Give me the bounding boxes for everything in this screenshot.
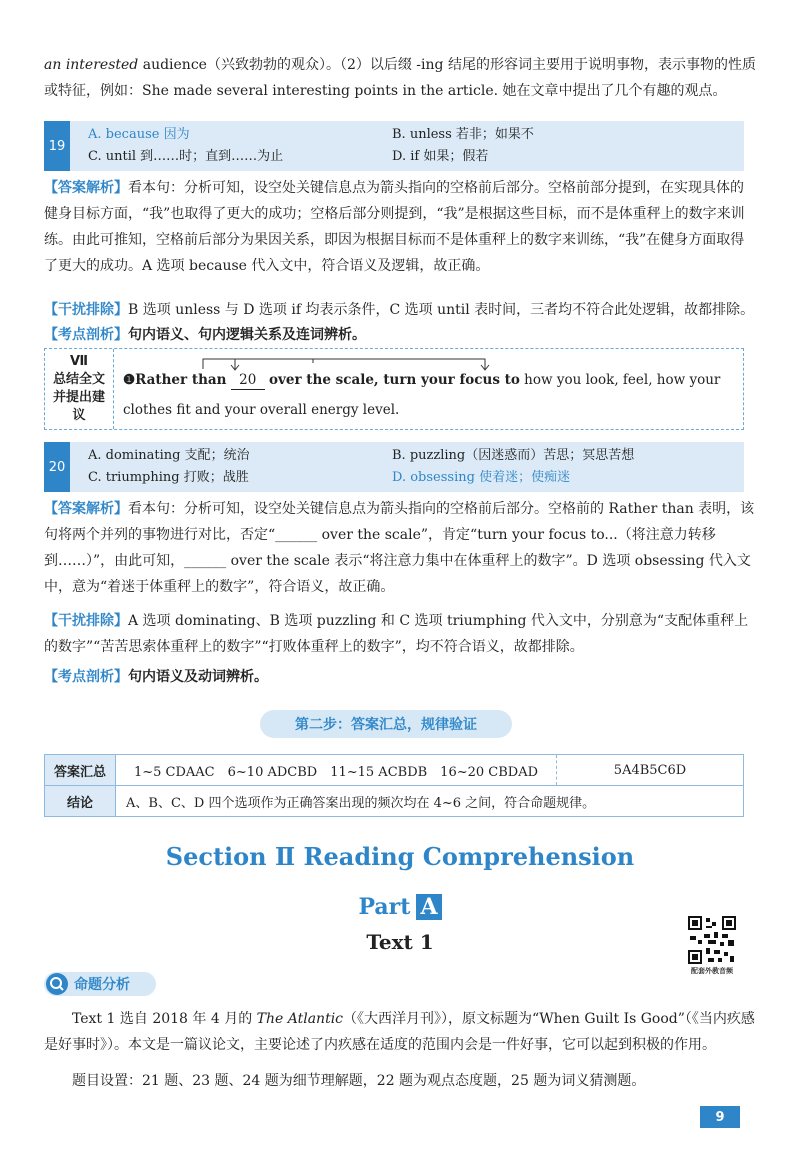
q20-option-c: C. triumphing 打败；战胜 (88, 470, 249, 485)
summary-label-line1: 总结全文 (52, 372, 105, 387)
q19-distract (44, 297, 756, 323)
q20-answer-text: 看本句：分析可知，设空处关键信息点为箭头指向的空格前后部分。空格前的 Rather than 表明，该句将两个并列的事物进行对比，否定“______ over the scale”，肯定“turn your focus to...（将注意力转移到……）”，由此可知，______ over the scale 表示“将注意力集中在体重秤上的数字”。D 选项 obsessing 代入文中，意为“着迷于体重秤上的数字”，符合语义，故正确。 (44, 501, 755, 595)
summary-box (44, 348, 744, 430)
q20-option-a: A. dominating 支配；统治 (88, 448, 250, 463)
q19-point (44, 322, 756, 348)
magnifier-icon (46, 973, 68, 995)
q20-point (44, 664, 756, 690)
q19-option-a: A. because 因为 (88, 127, 190, 142)
answer-count: 5A4B5C6D (613, 762, 687, 778)
intro-line1: audience（兴致勃勃的观众）。（2）以后缀 -ing 结尾的形容词主要用于说明事物，表示事物的性质 (138, 57, 756, 73)
intro-paragraph (44, 52, 756, 104)
analysis-title: 命题分析 (74, 977, 130, 993)
q19-distract-text: B 选项 unless 与 D 选项 if 均表示条件，C 选项 until 表时间，三者均不符合此处逻辑，故都排除。 (128, 302, 755, 318)
q20-point-text: 句内语义及动词辨析。 (128, 669, 268, 685)
answer-table (44, 754, 744, 817)
answer-summary-values: 1~5 CDAAC 6~10 ADCBD 11~15 ACBDB 16~20 CBDAD (116, 755, 557, 785)
q19-distract-tag: 【干扰排除】 (44, 302, 128, 318)
summary-rest: how you look, feel, how your clothes fit and your overall energy level. (123, 372, 721, 418)
conclusion-row (45, 786, 743, 816)
summary-label-line3: 议 (72, 408, 86, 423)
q20-option-b: B. puzzling（因迷惑而）苦思；冥思苦想 (392, 448, 635, 463)
q19-option-d: D. if 如果；假若 (392, 149, 489, 164)
q20-option-d: D. obsessing 使着迷；使痴迷 (392, 470, 571, 485)
q20-options-box (44, 442, 744, 492)
q19-option-c: C. until 到……时；直到……为止 (88, 149, 284, 164)
answer-summary-row (45, 755, 743, 786)
part-title (0, 894, 800, 920)
summary-blank: 20 (231, 371, 265, 390)
q19-option-b: B. unless 若非；如果不 (392, 127, 534, 142)
q20-distract (44, 608, 756, 660)
q19-number: 19 (44, 121, 70, 171)
summary-bold-part: over the scale, turn your focus to (269, 372, 520, 388)
q20-answer-analysis (44, 496, 756, 600)
summary-sentence (123, 365, 735, 425)
qr-code-icon[interactable] (688, 916, 736, 964)
intro-italic: an interested (44, 57, 139, 73)
step2-title: 第二步：答案汇总，规律验证 (260, 710, 512, 738)
summary-label-numeral: Ⅶ (69, 354, 88, 369)
q19-point-tag: 【考点剖析】 (44, 327, 128, 343)
summary-label-line2: 并提出建 (52, 390, 105, 405)
part-label: Part (358, 894, 411, 920)
summary-bullet: ❶ (123, 372, 136, 388)
analysis-question-setup: 题目设置：21 题、23 题、24 题为细节理解题，22 题为观点态度题，25 题为词义猜测题。 (72, 1073, 646, 1089)
q20-answer-tag: 【答案解析】 (44, 501, 128, 517)
part-letter: A (416, 894, 441, 920)
intro-line2: 或特征，例如：She made several interesting points in the article. 她在文章中提出了几个有趣的观点。 (44, 83, 727, 99)
section-title: Section Ⅱ Reading Comprehension (165, 842, 635, 871)
q20-number: 20 (44, 442, 70, 492)
conclusion-label: 结论 (45, 786, 116, 816)
summary-rather: Rather than (135, 372, 227, 388)
analysis-text-1: Text 1 选自 2018 年 4 月的 (72, 1011, 257, 1027)
analysis-magazine: The Atlantic (256, 1011, 344, 1027)
conclusion-text: A、B、C、D 四个选项作为正确答案出现的频次均在 4~6 之间，符合命题规律。 (126, 795, 596, 811)
q20-point-tag: 【考点剖析】 (44, 669, 128, 685)
q19-options-box (44, 121, 744, 171)
q19-answer-analysis (44, 175, 756, 279)
page-number: 9 (700, 1106, 740, 1128)
q19-answer-tag: 【答案解析】 (44, 180, 128, 196)
qr-caption: 配套外教音频 (691, 967, 733, 975)
q19-point-text: 句内语义、句内逻辑关系及连词辨析。 (128, 327, 366, 343)
summary-label (45, 349, 114, 429)
q20-distract-tag: 【干扰排除】 (44, 613, 128, 629)
q20-distract-text: A 选项 dominating、B 选项 puzzling 和 C 选项 triumphing 代入文中，分别意为“支配体重秤上的数字”“苦苦思索体重秤上的数字”“打败体重秤上的数字”，均不符合语义，故都排除。 (44, 613, 749, 655)
answer-summary-label: 答案汇总 (45, 755, 116, 785)
text-title: Text 1 (366, 930, 434, 954)
q19-answer-text: 看本句：分析可知，设空处关键信息点为箭头指向的空格前后部分。空格前部分提到，在实现具体的健身目标方面，“我”也取得了更大的成功；空格后部分则提到，“我”是根据这些目标，而不是体重秤上的数字来训练。由此可推知，空格前后部分为果因关系，即因为根据目标而不是体重秤上的数字来训练，“我”在健身方面取得了更大的成功。A 选项 because 代入文中，符合语义及逻辑，故正确。 (44, 180, 745, 274)
analysis-header (44, 972, 156, 996)
analysis-text-2: （《大西洋月刊》），原文标题为“When Guilt Is Good”（《当内疚感是好事时》）。本文是一篇议论文，主要论述了内疚感在适度的范围内会是一件好事，它可以起到积极的作用。 (44, 1011, 755, 1053)
analysis-paragraph (44, 1006, 756, 1058)
